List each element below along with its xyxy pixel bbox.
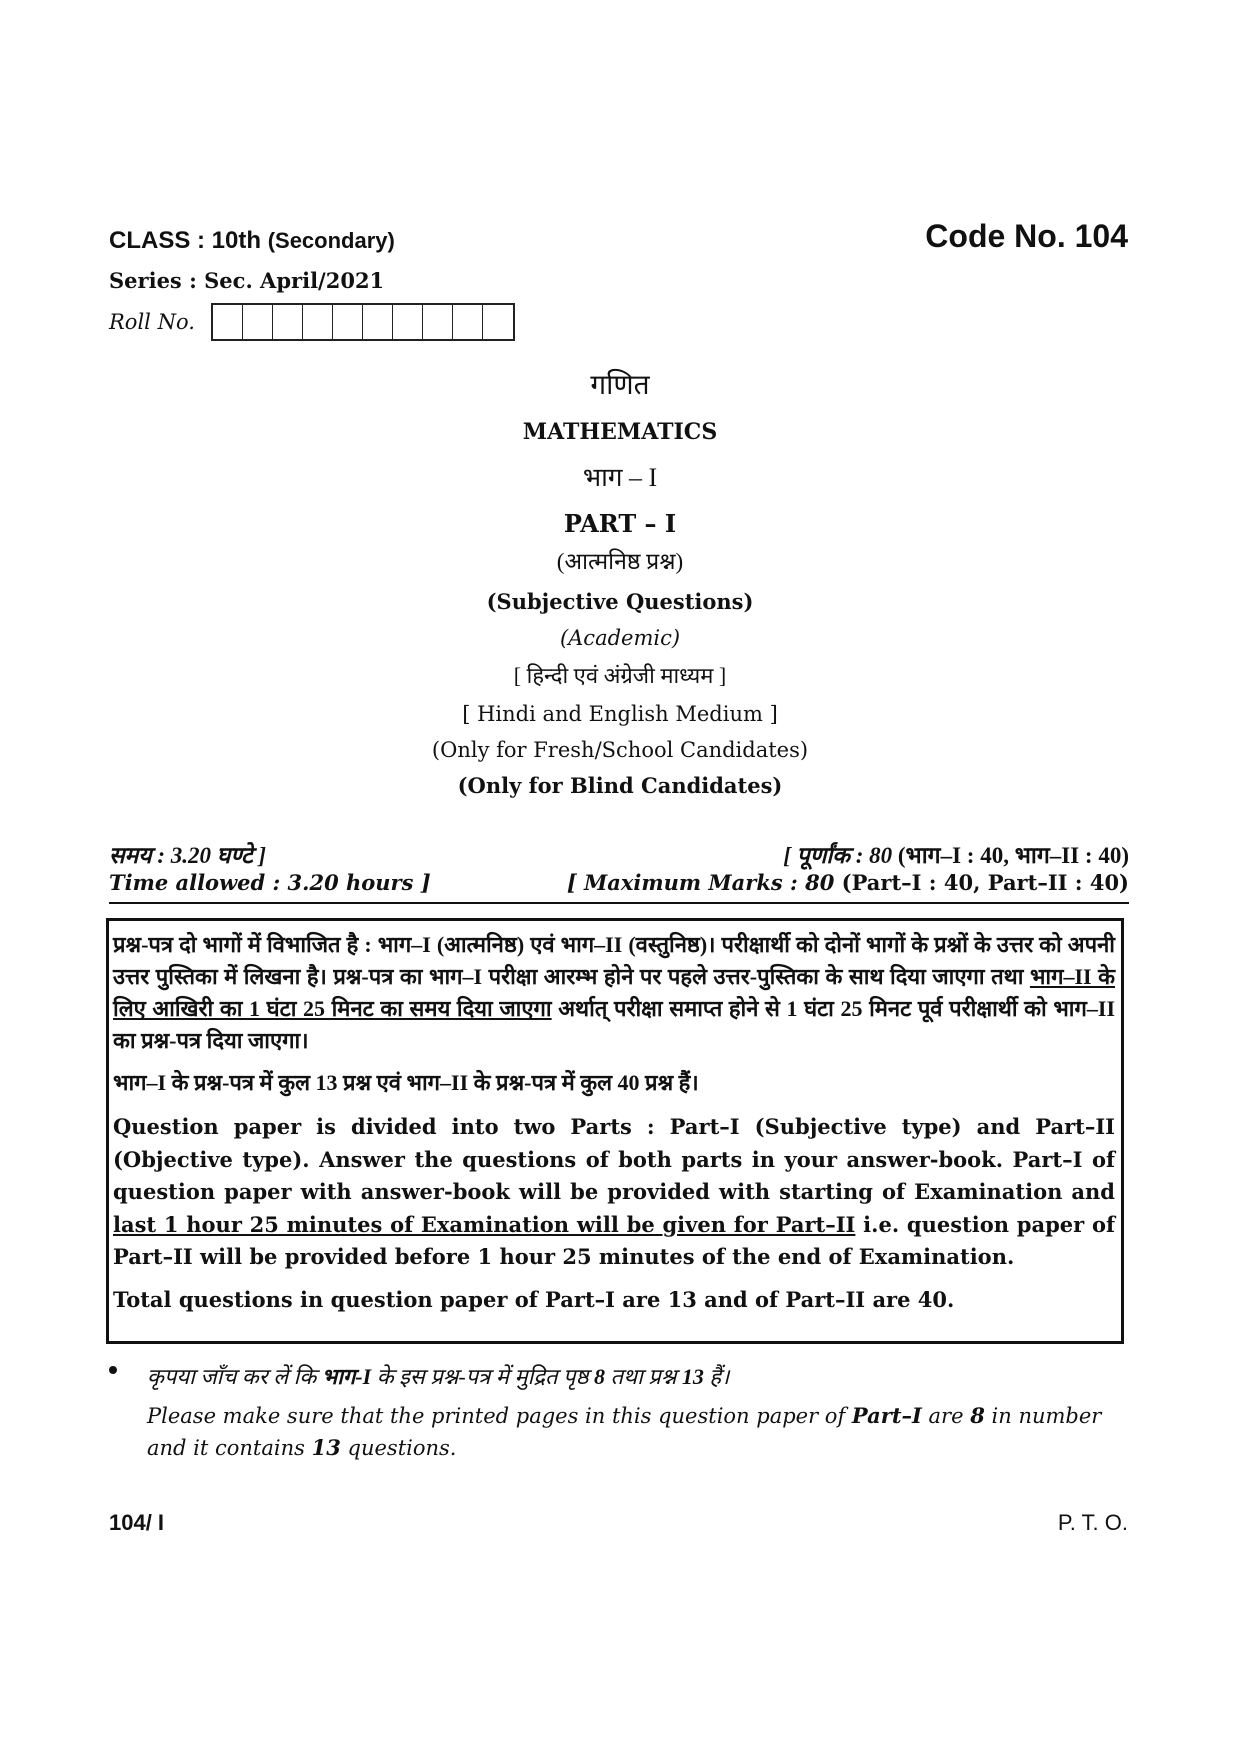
stream-label: (Academic) (559, 626, 681, 650)
footer-pto: P. T. O. (1057, 1510, 1128, 1535)
medium-label: [ Hindi and English Medium ] (462, 702, 778, 726)
question-count: Total questions in question paper of Part–I are 13 and of Part–II are 40. (113, 1286, 955, 1312)
bullet-icon (109, 1366, 117, 1374)
time-allowed: Time allowed : 3.20 hours ] (109, 870, 431, 895)
series-label: Series : Sec. April/2021 (109, 268, 385, 293)
subject-title: MATHEMATICS (522, 419, 718, 445)
page-check-note (109, 1362, 1129, 1464)
instructions-english: Question paper is divided into two Parts : Part–I (Subjective type) and Part–II (Objective type). Answer the questions of both parts in your answer-book. Part–I of question paper with answer-book will be provided with starting of Examination and last 1 hour 25 minutes of Examination will be given for Part–II i.e. question paper of Part–II will be provided before 1 hour 25 minutes of the end of Examination. (113, 1114, 1116, 1269)
subject-title-hindi: गणित (590, 370, 650, 401)
blind-candidates-label: (Only for Blind Candidates) (457, 773, 783, 798)
question-type: (Subjective Questions) (486, 589, 754, 614)
time-marks-row-hindi (109, 838, 1129, 870)
underlined-instruction-hindi: भाग–II के लिए आखिरी का 1 घंटा 25 मिनट का समय दिया जाएगा (113, 964, 1116, 1021)
medium-label-hindi: [ हिन्दी एवं अंग्रेजी माध्यम ] (513, 663, 727, 688)
page-check-note-hindi: कृपया जाँच कर लें कि भाग-I के इस प्रश्न-पत्र में मुद्रित पृष्ठ 8 तथा प्रश्न 13 हैं। (147, 1364, 730, 1389)
roll-number-boxes (211, 303, 515, 341)
roll-number-box[interactable] (303, 305, 333, 339)
code-number: Code No. 104 (925, 218, 1128, 254)
roll-number-box[interactable] (273, 305, 303, 339)
page-check-note-english: Please make sure that the printed pages in this question paper of Part–I are 8 in number and it contains 13 questions. (147, 1403, 1102, 1460)
time-marks-row (109, 870, 1129, 895)
roll-number-box[interactable] (213, 305, 243, 339)
max-marks-hindi: [ पूर्णांक : 80 (भाग–I : 40, भाग–II : 40) (783, 843, 1129, 868)
part-title-hindi: भाग – I (582, 463, 658, 492)
footer-code: 104/ I (109, 1510, 165, 1535)
roll-number-box[interactable] (243, 305, 273, 339)
roll-number-box[interactable] (393, 305, 423, 339)
question-type-hindi: (आत्मनिष्ठ प्रश्न) (556, 549, 684, 574)
time-allowed-hindi: समय : 3.20 घण्टे ] (109, 843, 267, 868)
roll-number-label: Roll No. (109, 310, 195, 334)
max-marks: [ Maximum Marks : 80 (Part–I : 40, Part–II : 40) (566, 870, 1129, 895)
underlined-instruction: last 1 hour 25 minutes of Examination will be given for Part–II (113, 1211, 856, 1237)
title-block (0, 368, 1240, 804)
divider (109, 902, 1129, 904)
roll-number-box[interactable] (333, 305, 363, 339)
roll-number-box[interactable] (453, 305, 483, 339)
instructions-box (106, 918, 1124, 1344)
class-label: CLASS : 10th (Secondary) (109, 227, 395, 254)
roll-number-box[interactable] (483, 305, 513, 339)
class-sub-label: (Secondary) (267, 228, 395, 253)
instructions-hindi: प्रश्न-पत्र दो भागों में विभाजित है : भाग–I (आत्मनिष्ठ) एवं भाग–II (वस्तुनिष्ठ)। परीक्षार्थी को दोनों भागों के प्रश्नों के उत्तर को अपनी उत्तर पुस्तिका में लिखना है। प्रश्न-पत्र का भाग–I परीक्षा आरम्भ होने पर पहले उत्तर-पुस्तिका के साथ दिया जाएगा तथा भाग–II के लिए आखिरी का 1 घंटा 25 मिनट का समय दिया जाएगा अर्थात् परीक्षा समाप्त होने से 1 घंटा 25 मिनट पूर्व परीक्षार्थी को भाग–II का प्रश्न-पत्र दिया जाएगा। (113, 932, 1116, 1053)
roll-number-box[interactable] (363, 305, 393, 339)
question-count-hindi: भाग–I के प्रश्न-पत्र में कुल 13 प्रश्न एवं भाग–II के प्रश्न-पत्र में कुल 40 प्रश्न हैं। (113, 1070, 699, 1095)
roll-number-row (109, 304, 515, 340)
part-title: PART – I (563, 509, 677, 538)
roll-number-box[interactable] (423, 305, 453, 339)
candidates-label: (Only for Fresh/School Candidates) (431, 738, 809, 762)
